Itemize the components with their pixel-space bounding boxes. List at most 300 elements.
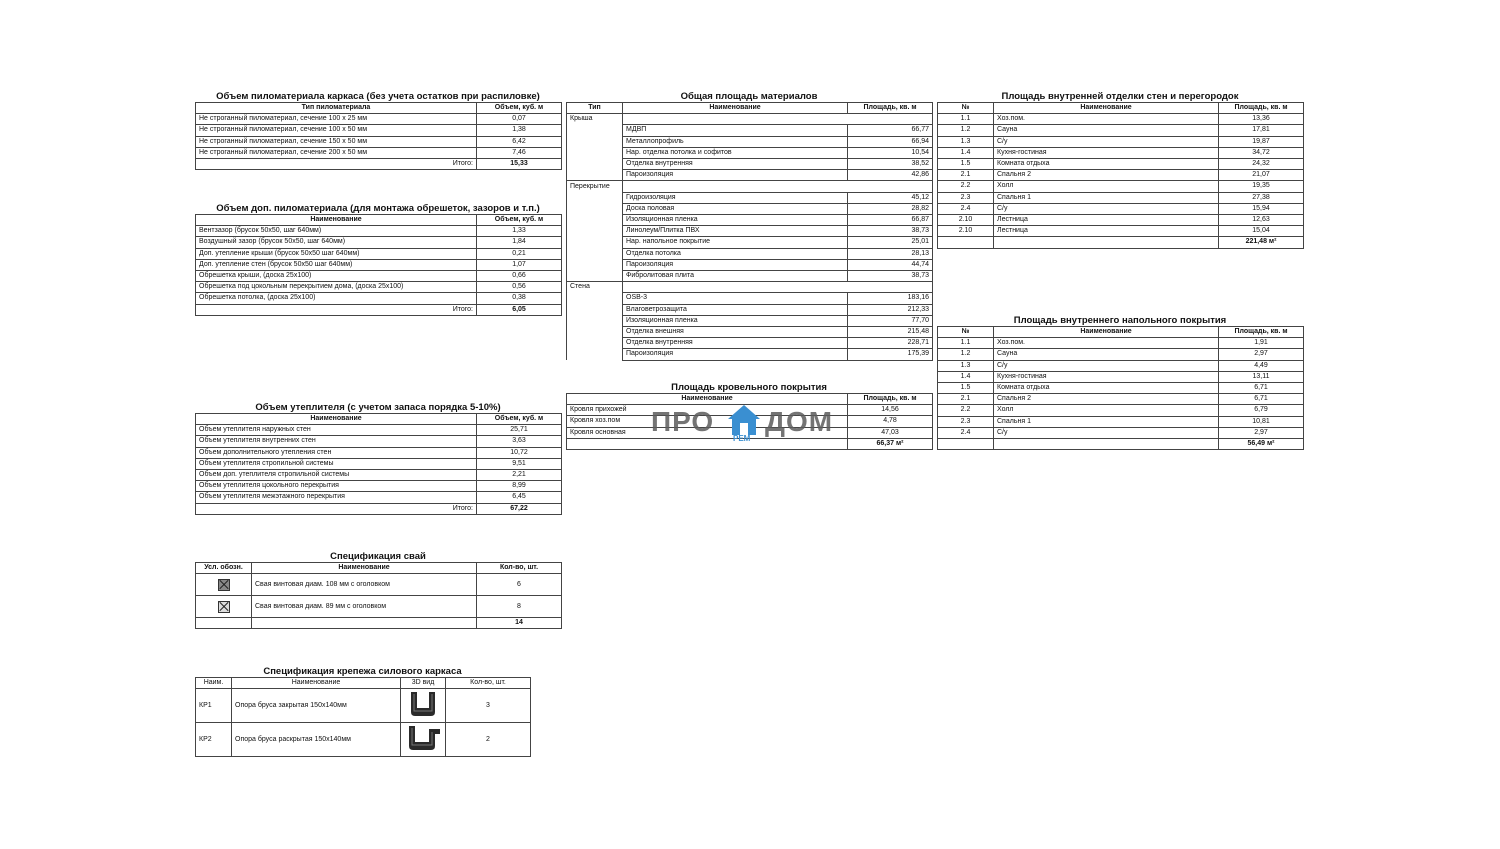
empty-cell: [567, 226, 623, 237]
item-name: Спальня 2: [994, 170, 1219, 181]
table-row: [196, 574, 562, 596]
item-name: Холл: [994, 181, 1219, 192]
watermark-sub-text: РЕМ: [733, 434, 751, 443]
table-row: [938, 427, 1304, 438]
pile-name: Свая винтовая диам. 89 мм с оголовком: [252, 596, 477, 618]
total-row: [938, 237, 1304, 248]
item-value: 25,71: [477, 425, 562, 436]
group-row: [567, 181, 933, 192]
fasteners-table: [195, 677, 531, 757]
roofing-title: Площадь кровельного покрытия: [671, 382, 827, 393]
table-row: [196, 271, 562, 282]
empty-cell: [567, 338, 623, 349]
table-row: [196, 425, 562, 436]
item-name: Доска половая: [623, 203, 848, 214]
table-row: [196, 293, 562, 304]
empty-cell: [567, 170, 623, 181]
table-row: [567, 147, 933, 158]
item-value: 8,99: [477, 481, 562, 492]
item-value: 0,21: [477, 248, 562, 259]
table-row: [196, 248, 562, 259]
column-header: Наименование: [567, 394, 848, 405]
house-icon: [727, 404, 761, 436]
floor-cover-table: [937, 326, 1304, 450]
item-number: 2.1: [938, 170, 994, 181]
fastener-qty: 2: [446, 723, 531, 757]
item-name: Объем утеплителя межэтажного перекрытия: [196, 492, 477, 503]
empty-cell: [567, 271, 623, 282]
table-row: [567, 349, 933, 360]
wall-finish-title: Площадь внутренней отделки стен и перегородок: [1001, 91, 1239, 102]
column-header: Усл. обозн.: [196, 563, 252, 574]
item-name: Объем утеплителя наружных стен: [196, 425, 477, 436]
item-value: 4,49: [1219, 360, 1304, 371]
item-number: 1.3: [938, 360, 994, 371]
item-name: Кухня-гостиная: [994, 147, 1219, 158]
item-name: Сауна: [994, 125, 1219, 136]
empty-cell: [196, 618, 252, 629]
table-row: [938, 114, 1304, 125]
materials-title: Общая площадь материалов: [680, 91, 818, 102]
empty-cell: [938, 237, 994, 248]
column-header: Площадь, кв. м: [848, 394, 933, 405]
item-value: 42,86: [848, 170, 933, 181]
table-row: [196, 723, 531, 757]
item-name: Нар. напольное покрытие: [623, 237, 848, 248]
item-value: 6,45: [477, 492, 562, 503]
fastener-qty: 3: [446, 689, 531, 723]
empty-cell: [567, 293, 623, 304]
fastener-code: КР1: [196, 689, 232, 723]
item-value: 10,72: [477, 447, 562, 458]
item-name: Обрешетка потолка, (доска 25х100): [196, 293, 477, 304]
total-label: Итого:: [196, 304, 477, 315]
item-value: 175,39: [848, 349, 933, 360]
item-name: Влаговетрозащита: [623, 304, 848, 315]
column-header: Наименование: [252, 563, 477, 574]
item-value: 66,77: [848, 125, 933, 136]
item-value: 0,66: [477, 271, 562, 282]
item-value: 10,81: [1219, 416, 1304, 427]
fastener-name: Опора бруса раскрытая 150х140мм: [232, 723, 401, 757]
item-name: Отделка внешняя: [623, 327, 848, 338]
item-name: Линолеум/Плитка ПВХ: [623, 226, 848, 237]
item-value: 4,78: [848, 416, 933, 427]
column-header: Объем, куб. м: [477, 414, 562, 425]
item-name: Хоз.пом.: [994, 338, 1219, 349]
wall-finish-table: [937, 102, 1304, 249]
table-row: [567, 293, 933, 304]
empty-cell: [567, 159, 623, 170]
table-row: [196, 481, 562, 492]
table-row: [567, 192, 933, 203]
item-name: С/у: [994, 136, 1219, 147]
table-row: [567, 237, 933, 248]
table-row: [567, 125, 933, 136]
pile-dark-icon: [218, 579, 230, 591]
item-name: Не строганный пиломатериал, сечение 100 х 50 мм: [196, 125, 477, 136]
item-name: Изоляционная пленка: [623, 215, 848, 226]
group-type: Стена: [567, 282, 623, 293]
item-number: 2.2: [938, 405, 994, 416]
group-type: Перекрытие: [567, 181, 623, 192]
empty-cell: [567, 259, 623, 270]
table-row: [938, 147, 1304, 158]
open-bracket-icon: [405, 724, 441, 752]
pile-symbol-cell: [196, 574, 252, 596]
item-value: 38,52: [848, 159, 933, 170]
item-name: Объем доп. утеплителя стропильной системы: [196, 470, 477, 481]
column-header: Площадь, кв. м: [848, 103, 933, 114]
watermark-left-text: ПРО: [651, 406, 715, 437]
item-value: 2,97: [1219, 349, 1304, 360]
empty-cell: [567, 136, 623, 147]
table-row: [567, 248, 933, 259]
item-value: 44,74: [848, 259, 933, 270]
column-header: Кол-во, шт.: [477, 563, 562, 574]
lumber-extra-table: [195, 214, 562, 316]
item-value: 19,35: [1219, 181, 1304, 192]
table-row: [938, 226, 1304, 237]
insulation-title: Объем утеплителя (с учетом запаса порядка 5-10%): [255, 402, 501, 413]
column-header: Наименование: [994, 327, 1219, 338]
table-row: [567, 215, 933, 226]
item-name: Комната отдыха: [994, 383, 1219, 394]
item-value: 66,94: [848, 136, 933, 147]
column-header: Наименование: [623, 103, 848, 114]
total-row: [196, 503, 562, 514]
empty-cell: [567, 237, 623, 248]
item-number: 1.1: [938, 338, 994, 349]
materials-section: [566, 91, 932, 361]
item-name: Спальня 1: [994, 192, 1219, 203]
total-value: 6,05: [477, 304, 562, 315]
item-value: 183,16: [848, 293, 933, 304]
table-row: [567, 170, 933, 181]
total-value: 15,33: [477, 159, 562, 170]
table-row: [196, 689, 531, 723]
empty-cell: [623, 282, 933, 293]
table-row: [567, 226, 933, 237]
column-header: Наименование: [196, 414, 477, 425]
table-row: [938, 360, 1304, 371]
total-value: 56,49 м²: [1219, 439, 1304, 450]
empty-cell: [567, 248, 623, 259]
item-number: 1.5: [938, 159, 994, 170]
item-name: Кровля прихожей: [567, 405, 848, 416]
empty-cell: [994, 237, 1219, 248]
table-row: [567, 136, 933, 147]
table-row: [938, 349, 1304, 360]
item-name: Не строганный пиломатериал, сечение 100 х 25 мм: [196, 114, 477, 125]
pile-qty: 6: [477, 574, 562, 596]
table-row: [196, 436, 562, 447]
insulation-section: [195, 402, 561, 515]
total-value: 221,48 м²: [1219, 237, 1304, 248]
total-label: Итого:: [196, 503, 477, 514]
item-value: 45,12: [848, 192, 933, 203]
table-row: [938, 170, 1304, 181]
pile-symbol-cell: [196, 596, 252, 618]
item-name: Спальня 1: [994, 416, 1219, 427]
item-number: 2.3: [938, 192, 994, 203]
item-value: 15,94: [1219, 203, 1304, 214]
item-name: Воздушный зазор (брусок 50х50, шаг 640мм): [196, 237, 477, 248]
table-row: [196, 114, 562, 125]
table-row: [196, 237, 562, 248]
item-name: Комната отдыха: [994, 159, 1219, 170]
item-name: Хоз.пом.: [994, 114, 1219, 125]
item-value: 1,84: [477, 237, 562, 248]
item-name: Обрешетка крыши, (доска 25х100): [196, 271, 477, 282]
empty-cell: [567, 215, 623, 226]
item-value: 7,46: [477, 147, 562, 158]
item-name: С/у: [994, 203, 1219, 214]
item-value: 27,38: [1219, 192, 1304, 203]
item-number: 1.5: [938, 383, 994, 394]
table-row: [938, 338, 1304, 349]
insulation-table: [195, 413, 562, 515]
column-header: Объем, куб. м: [477, 103, 562, 114]
table-row: [567, 338, 933, 349]
table-row: [567, 271, 933, 282]
fastener-code: КР2: [196, 723, 232, 757]
item-value: 0,56: [477, 282, 562, 293]
item-value: 3,63: [477, 436, 562, 447]
item-value: 24,32: [1219, 159, 1304, 170]
table-row: [938, 192, 1304, 203]
total-row: [196, 304, 562, 315]
column-header: Тип: [567, 103, 623, 114]
item-name: Сауна: [994, 349, 1219, 360]
column-header: Наименование: [196, 215, 477, 226]
item-name: Изоляционная пленка: [623, 315, 848, 326]
table-row: [567, 327, 933, 338]
column-header: Площадь, кв. м: [1219, 327, 1304, 338]
item-value: 38,73: [848, 271, 933, 282]
column-header: Наименование: [994, 103, 1219, 114]
item-name: С/у: [994, 427, 1219, 438]
item-name: Отделка потолка: [623, 248, 848, 259]
empty-cell: [623, 181, 933, 192]
floor-cover-section: [937, 315, 1303, 450]
item-value: 19,87: [1219, 136, 1304, 147]
column-header: №: [938, 327, 994, 338]
total-row: [196, 618, 562, 629]
item-name: Доп. утепление стен (брусок 50х50 шаг 640мм): [196, 259, 477, 270]
empty-cell: [567, 147, 623, 158]
table-row: [938, 203, 1304, 214]
item-name: Лестница: [994, 226, 1219, 237]
table-row: [938, 215, 1304, 226]
item-number: 1.1: [938, 114, 994, 125]
item-name: Отделка внутренняя: [623, 338, 848, 349]
item-value: 6,42: [477, 136, 562, 147]
pile-name: Свая винтовая диам. 108 мм с оголовком: [252, 574, 477, 596]
column-header: Наим.: [196, 678, 232, 689]
table-row: [938, 383, 1304, 394]
item-number: 1.2: [938, 125, 994, 136]
item-value: 17,81: [1219, 125, 1304, 136]
empty-cell: [567, 125, 623, 136]
item-name: Пароизоляция: [623, 170, 848, 181]
item-value: 215,48: [848, 327, 933, 338]
empty-cell: [567, 304, 623, 315]
table-row: [196, 282, 562, 293]
table-row: [938, 125, 1304, 136]
item-value: 1,33: [477, 226, 562, 237]
table-row: [567, 304, 933, 315]
item-value: 15,04: [1219, 226, 1304, 237]
item-name: Объем дополнительного утепления стен: [196, 447, 477, 458]
item-value: 10,54: [848, 147, 933, 158]
table-row: [938, 394, 1304, 405]
table-row: [196, 226, 562, 237]
materials-table: [566, 102, 933, 361]
watermark-logo: [651, 404, 851, 448]
table-row: [196, 259, 562, 270]
pile-light-icon: [218, 601, 230, 613]
table-row: [196, 470, 562, 481]
lumber-frame-table: [195, 102, 562, 170]
piles-table: [195, 562, 562, 629]
item-number: 2.4: [938, 427, 994, 438]
empty-cell: [567, 203, 623, 214]
column-header: 3D вид: [401, 678, 446, 689]
item-value: 6,71: [1219, 394, 1304, 405]
total-value: 67,22: [477, 503, 562, 514]
item-name: Не строганный пиломатериал, сечение 150 х 50 мм: [196, 136, 477, 147]
item-value: 6,79: [1219, 405, 1304, 416]
column-header: Тип пиломатериала: [196, 103, 477, 114]
item-name: Отделка внутренняя: [623, 159, 848, 170]
column-header: Площадь, кв. м: [1219, 103, 1304, 114]
item-number: 1.3: [938, 136, 994, 147]
table-row: [196, 147, 562, 158]
item-number: 2.1: [938, 394, 994, 405]
table-row: [938, 136, 1304, 147]
item-name: Кровля хоз.пом: [567, 416, 848, 427]
item-name: Спальня 2: [994, 394, 1219, 405]
floor-cover-title: Площадь внутреннего напольного покрытия: [1013, 315, 1227, 326]
wall-finish-section: [937, 91, 1303, 249]
item-name: Вентзазор (брусок 50х50, шаг 640мм): [196, 226, 477, 237]
item-value: 13,11: [1219, 371, 1304, 382]
table-row: [938, 159, 1304, 170]
table-row: [938, 405, 1304, 416]
item-value: 212,33: [848, 304, 933, 315]
item-number: 1.4: [938, 371, 994, 382]
item-name: Пароизоляция: [623, 259, 848, 270]
empty-cell: [567, 349, 623, 360]
group-row: [567, 114, 933, 125]
total-row: [196, 159, 562, 170]
fastener-3d-cell: [401, 689, 446, 723]
item-value: 2,21: [477, 470, 562, 481]
item-name: Холл: [994, 405, 1219, 416]
item-name: Объем утеплителя цокольного перекрытия: [196, 481, 477, 492]
table-row: [196, 596, 562, 618]
item-name: Пароизоляция: [623, 349, 848, 360]
empty-cell: [994, 439, 1219, 450]
item-number: 2.3: [938, 416, 994, 427]
piles-total: 14: [477, 618, 562, 629]
empty-cell: [623, 114, 933, 125]
watermark-right-text: ДОМ: [765, 406, 834, 437]
table-row: [938, 371, 1304, 382]
column-header: Объем, куб. м: [477, 215, 562, 226]
table-row: [196, 125, 562, 136]
item-name: OSB-3: [623, 293, 848, 304]
item-value: 25,01: [848, 237, 933, 248]
item-name: Объем утеплителя внутренних стен: [196, 436, 477, 447]
empty-cell: [252, 618, 477, 629]
piles-section: [195, 551, 561, 629]
item-value: 228,71: [848, 338, 933, 349]
fastener-name: Опора бруса закрытая 150х140мм: [232, 689, 401, 723]
total-label: Итого:: [196, 159, 477, 170]
item-name: Металлопрофиль: [623, 136, 848, 147]
total-value: 66,37 м²: [848, 438, 933, 449]
group-row: [567, 282, 933, 293]
item-value: 1,07: [477, 259, 562, 270]
item-name: МДВП: [623, 125, 848, 136]
empty-cell: [567, 327, 623, 338]
lumber-extra-section: [195, 203, 561, 316]
piles-title: Спецификация свай: [330, 551, 426, 562]
item-number: 2.10: [938, 226, 994, 237]
item-value: 28,82: [848, 203, 933, 214]
item-value: 0,38: [477, 293, 562, 304]
item-value: 13,36: [1219, 114, 1304, 125]
table-row: [196, 447, 562, 458]
item-number: 2.2: [938, 181, 994, 192]
item-value: 34,72: [1219, 147, 1304, 158]
table-row: [196, 136, 562, 147]
item-number: 1.4: [938, 147, 994, 158]
table-row: [938, 181, 1304, 192]
item-value: 6,71: [1219, 383, 1304, 394]
item-value: 1,91: [1219, 338, 1304, 349]
item-name: Обрешетка под цокольным перекрытием дома, (доска 25х100): [196, 282, 477, 293]
item-number: 2.4: [938, 203, 994, 214]
item-name: Фибролитовая плита: [623, 271, 848, 282]
item-name: Доп. утепление крыши (брусок 50х50 шаг 640мм): [196, 248, 477, 259]
table-row: [567, 315, 933, 326]
item-value: 66,87: [848, 215, 933, 226]
item-value: 0,07: [477, 114, 562, 125]
item-name: Не строганный пиломатериал, сечение 200 х 50 мм: [196, 147, 477, 158]
group-type: Крыша: [567, 114, 623, 125]
item-value: 38,73: [848, 226, 933, 237]
empty-cell: [567, 192, 623, 203]
item-name: Кровля основная: [567, 427, 848, 438]
item-value: 28,13: [848, 248, 933, 259]
table-row: [196, 458, 562, 469]
fasteners-section: [195, 666, 530, 757]
item-name: Лестница: [994, 215, 1219, 226]
item-value: 9,51: [477, 458, 562, 469]
item-value: 47,03: [848, 427, 933, 438]
column-header: №: [938, 103, 994, 114]
total-row: [938, 439, 1304, 450]
item-value: 1,38: [477, 125, 562, 136]
item-name: Гидроизоляция: [623, 192, 848, 203]
item-name: Кухня-гостиная: [994, 371, 1219, 382]
empty-cell: [938, 439, 994, 450]
closed-bracket-icon: [407, 690, 439, 718]
table-row: [938, 416, 1304, 427]
